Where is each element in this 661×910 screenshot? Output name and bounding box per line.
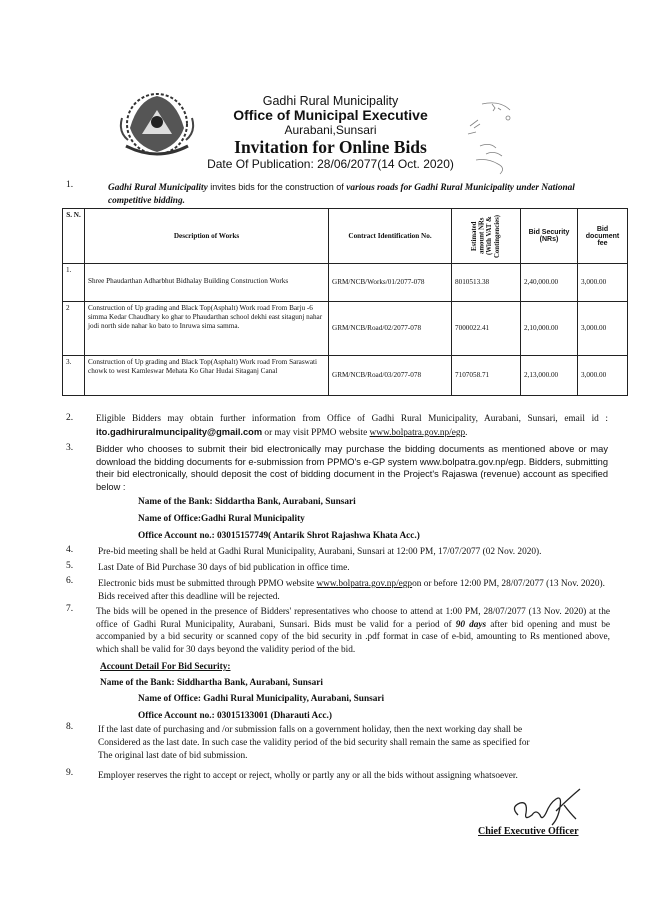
item-number: 7. [66,604,74,614]
row-description: Shree Phaudarthan Adharbhut Bidhalay Building Construction Works [85,264,329,302]
validity-days: 90 days [455,619,487,630]
item-number: 5. [66,561,74,571]
item-number: 6. [66,576,74,586]
row-contract-id: GRM/NCB/Road/03/2077-078 [329,356,452,396]
office-name-line: Name of Office:Gadhi Rural Municipality [138,514,305,524]
row-bid-fee: 3,000.00 [578,302,628,356]
table-row [63,356,628,396]
header-description: Description of Works [85,209,329,264]
row-bid-fee: 3,000.00 [578,356,628,396]
table-row [63,302,628,356]
header-estimated-amount: Estimated amount NRs (With VAT & Contingencies) [452,209,521,264]
account-detail-heading: Account Detail For Bid Security: [100,662,231,672]
email-link[interactable]: ito.gadhiruralmuncipality@gmail.com [96,426,263,437]
header-sn: S. N. [63,209,85,264]
item-9-text: Employer reserves the right to accept or reject, wholly or partly any or all the bids without assigning whatsoever. [98,771,518,781]
row-bid-security: 2,10,000.00 [521,302,578,356]
item-7-text: The bids will be opened in the presence of Bidders' representatives who choose to attend at 1:00 PM, 28/07/2077 (13 Nov. 2020) at the office of Gadhi Rural Municipality, Aurabani, Sunsari. Bids must be valid for a period of 90 days after bid opening and must be accompanied by a bid security or scanned copy of the bid security in .pdf format in case of e-bid, amounting to Rs mentioned above, which shall be valid for 30 days beyond the validity period of the bid. [96,607,610,655]
ppmo-link[interactable]: www.bolpatra.gov.np/egp [316,579,413,589]
publication-date: Date Of Publication: 28/06/2077(14 Oct. 2020) [207,157,454,171]
org-name-inline: Gadhi Rural Municipality [108,183,208,193]
item-6-text: Electronic bids must be submitted through PPMO website www.bolpatra.gov.np/egpon or before 12:00 PM, 28/07/2077 (13 Nov. 2020). Bids received after this deadline will be rejected. [98,579,605,602]
row-sn: 3. [63,356,85,396]
office-name-line: Name of Office: Gadhi Rural Municipality, Aurabani, Sunsari [138,694,385,704]
item-3-text: Bidder who chooses to submit their bid electronically may purchase the bidding documents as mentioned above or may download the bidding documents for e-submission from PPMO's e-GP system www.bolpatra.gov.np/egp. Bidders, submitting their bid electronically, should deposit the cost of bidding document in the Project's Rajaswa (revenue) account as specified below : [96,444,608,492]
row-bid-security: 2,40,000.00 [521,264,578,302]
row-sn: 2 [63,302,85,356]
table-header-row [63,209,628,264]
notice-title: Invitation for Online Bids [234,137,427,157]
header-bid-fee: Bid document fee [578,209,628,264]
header-bid-security: Bid Security (NRs) [521,209,578,264]
org-name: Gadhi Rural Municipality [262,94,399,108]
row-estimated-amount: 7000022.41 [452,302,521,356]
row-sn: 1. [63,264,85,302]
office-name: Office of Municipal Executive [233,107,428,123]
item-number: 8. [66,722,74,732]
row-contract-id: GRM/NCB/Road/02/2077-078 [329,302,452,356]
works-scope: various roads for Gadhi Rural Municipality under National competitive bidding. [108,183,575,206]
ppmo-link[interactable]: www.bolpatra.gov.np/egp [369,427,466,438]
row-description: Construction of Up grading and Black Top(Asphalt) Work road From Saraswati chowk to west Kamleswar Mehata Ko Ghar Hudai Sitaganj Canal [85,356,329,396]
item-number: 3. [66,443,74,453]
row-contract-id: GRM/NCB/Works/01/2077-078 [329,264,452,302]
row-estimated-amount: 7107058.71 [452,356,521,396]
item-8-text: If the last date of purchasing and /or submission falls on a government holiday, then the next working day shall be Considered as the last date. In such case the validity period of the bid security shall remain the same as specified for The original last date of bid submission. [98,725,530,761]
item-number: 2. [66,413,74,423]
account-number: Office Account no.: 03015133001 (Dharauti Acc.) [138,711,332,721]
item-number: 1. [66,180,74,190]
office-location: Aurabani,Sunsari [284,123,377,137]
bank-name: Name of the Bank: Siddartha Bank, Aurabani, Sunsari [138,497,356,507]
account-number: Office Account no.: 03015157749( Antarik Shrot Rajashwa Khata Acc.) [138,531,420,541]
item-number: 4. [66,545,74,555]
row-estimated-amount: 8010513.38 [452,264,521,302]
row-description: Construction of Up grading and Black Top(Asphalt) Work road From Barju -6 simma Kedar Chaudhary ko ghar to Phaudarthan school dekhi east sitagunj nahar jodi north side nahar ko bato to Inruwa sima samma. [85,302,329,356]
item-2-text: Eligible Bidders may obtain further information from Office of Gadhi Rural Municipality, Aurabani, Sunsari, email id : ito.gadhiruralmuncipality@gmail.com or may visit PPMO website www.bolpatra.gov.np/egp. [96,414,608,438]
table-row [63,264,628,302]
works-table [62,208,628,396]
bank-name: Name of the Bank: Siddhartha Bank, Aurabani, Sunsari [100,678,323,688]
row-bid-security: 2,13,000.00 [521,356,578,396]
item-1-text: Gadhi Rural Municipality invites bids for the construction of various roads for Gadhi Rural Municipality under National competitive bidding. [108,182,575,206]
signatory-title: Chief Executive Officer [478,826,579,837]
header-contract-id: Contract Identification No. [329,209,452,264]
item-4-text: Pre-bid meeting shall be held at Gadhi Rural Municipality, Aurabani, Sunsari at 12:00 PM, 17/07/2077 (02 Nov. 2020). [98,547,542,557]
row-bid-fee: 3,000.00 [578,264,628,302]
item-5-text: Last Date of Bid Purchase 30 days of bid publication in office time. [98,563,350,573]
item-number: 9. [66,768,74,778]
